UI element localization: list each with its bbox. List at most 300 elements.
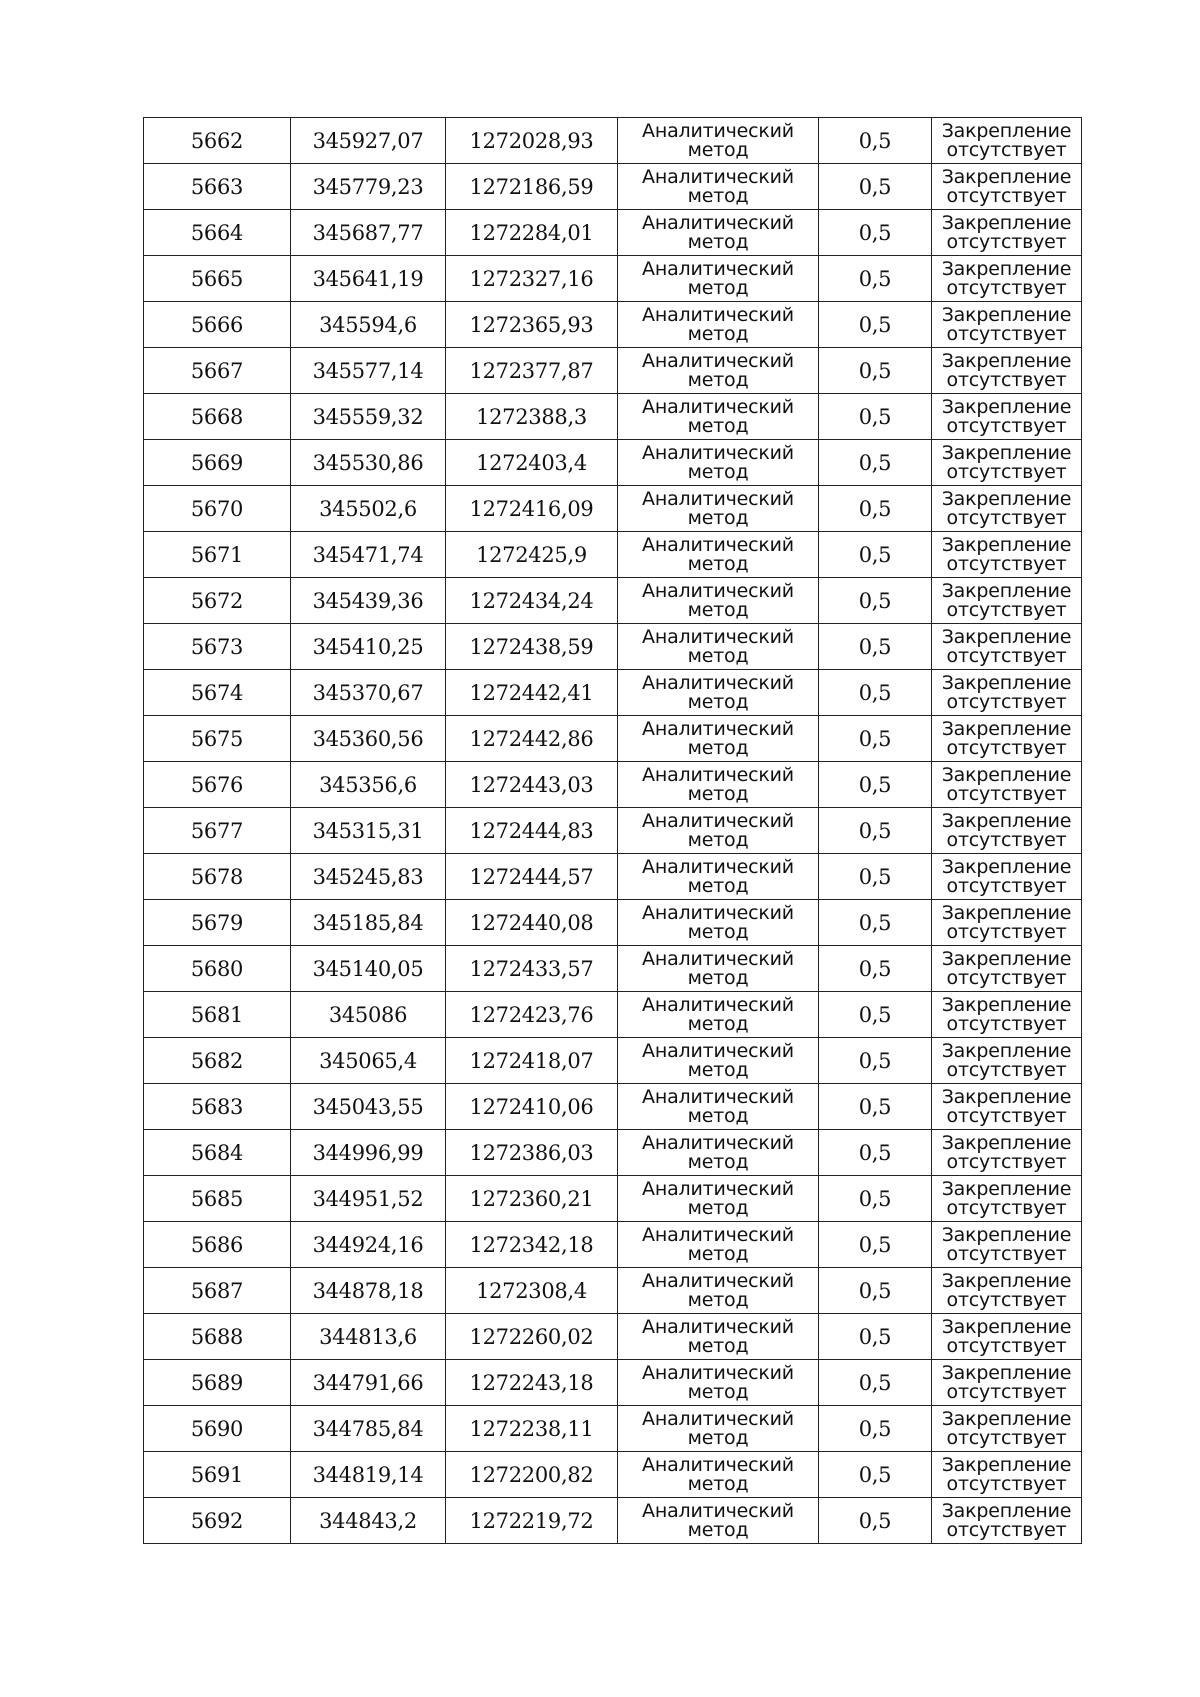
fixing-line: отсутствует xyxy=(946,1104,1067,1127)
y-coordinate-cell: 1272416,09 xyxy=(446,486,618,532)
method-line: метод xyxy=(687,1334,749,1357)
method-cell xyxy=(618,1360,819,1406)
y-coordinate-cell: 1272442,86 xyxy=(446,716,618,762)
method-cell xyxy=(618,1130,819,1176)
fixing-line: Закрепление xyxy=(941,1177,1072,1200)
y-coordinate-cell: 1272434,24 xyxy=(446,578,618,624)
y-coordinate-cell: 1272444,57 xyxy=(446,854,618,900)
error-cell: 0,5 xyxy=(819,118,932,164)
fixing-cell xyxy=(932,348,1082,394)
y-coordinate-cell: 1272388,3 xyxy=(446,394,618,440)
point-number-cell: 5688 xyxy=(144,1314,291,1360)
fixing-cell xyxy=(932,1038,1082,1084)
error-cell: 0,5 xyxy=(819,532,932,578)
method-line: Аналитический xyxy=(642,947,794,970)
method-line: Аналитический xyxy=(642,671,794,694)
error-cell: 0,5 xyxy=(819,808,932,854)
method-cell xyxy=(618,624,819,670)
method-cell xyxy=(618,1268,819,1314)
table-row xyxy=(144,992,1082,1038)
fixing-line: отсутствует xyxy=(946,644,1067,667)
fixing-line: отсутствует xyxy=(946,1242,1067,1265)
table-row xyxy=(144,1360,1082,1406)
point-number-cell: 5678 xyxy=(144,854,291,900)
error-cell: 0,5 xyxy=(819,1038,932,1084)
fixing-line: Закрепление xyxy=(941,809,1072,832)
point-number-cell: 5691 xyxy=(144,1452,291,1498)
fixing-cell xyxy=(932,854,1082,900)
coordinates-table xyxy=(143,117,1082,1544)
point-number-cell: 5676 xyxy=(144,762,291,808)
fixing-line: отсутствует xyxy=(946,690,1067,713)
method-cell xyxy=(618,532,819,578)
method-line: Аналитический xyxy=(642,1177,794,1200)
method-line: метод xyxy=(687,736,749,759)
y-coordinate-cell: 1272327,16 xyxy=(446,256,618,302)
method-cell xyxy=(618,440,819,486)
fixing-cell xyxy=(932,440,1082,486)
point-number-cell: 5663 xyxy=(144,164,291,210)
point-number-cell: 5689 xyxy=(144,1360,291,1406)
fixing-cell xyxy=(932,1314,1082,1360)
fixing-cell xyxy=(932,164,1082,210)
method-line: Аналитический xyxy=(642,349,794,372)
table-row xyxy=(144,440,1082,486)
error-cell: 0,5 xyxy=(819,486,932,532)
y-coordinate-cell: 1272360,21 xyxy=(446,1176,618,1222)
method-line: Аналитический xyxy=(642,487,794,510)
method-cell xyxy=(618,762,819,808)
fixing-cell xyxy=(932,716,1082,762)
point-number-cell: 5667 xyxy=(144,348,291,394)
fixing-cell xyxy=(932,578,1082,624)
point-number-cell: 5675 xyxy=(144,716,291,762)
method-line: метод xyxy=(687,276,749,299)
table-row xyxy=(144,946,1082,992)
y-coordinate-cell: 1272418,07 xyxy=(446,1038,618,1084)
error-cell: 0,5 xyxy=(819,440,932,486)
fixing-line: отсутствует xyxy=(946,1012,1067,1035)
fixing-cell xyxy=(932,946,1082,992)
fixing-line: Закрепление xyxy=(941,1269,1072,1292)
method-line: Аналитический xyxy=(642,395,794,418)
fixing-cell xyxy=(932,532,1082,578)
method-line: метод xyxy=(687,230,749,253)
y-coordinate-cell: 1272238,11 xyxy=(446,1406,618,1452)
method-cell xyxy=(618,1084,819,1130)
x-coordinate-cell: 345315,31 xyxy=(291,808,446,854)
method-line: Аналитический xyxy=(642,119,794,142)
fixing-line: Закрепление xyxy=(941,947,1072,970)
fixing-line: Закрепление xyxy=(941,1131,1072,1154)
fixing-line: Закрепление xyxy=(941,1315,1072,1338)
table-row xyxy=(144,1176,1082,1222)
method-line: Аналитический xyxy=(642,579,794,602)
point-number-cell: 5677 xyxy=(144,808,291,854)
method-line: Аналитический xyxy=(642,1315,794,1338)
point-number-cell: 5685 xyxy=(144,1176,291,1222)
point-number-cell: 5668 xyxy=(144,394,291,440)
method-line: метод xyxy=(687,690,749,713)
x-coordinate-cell: 345594,6 xyxy=(291,302,446,348)
x-coordinate-cell: 345559,32 xyxy=(291,394,446,440)
method-line: метод xyxy=(687,920,749,943)
y-coordinate-cell: 1272308,4 xyxy=(446,1268,618,1314)
x-coordinate-cell: 344878,18 xyxy=(291,1268,446,1314)
method-line: Аналитический xyxy=(642,1085,794,1108)
x-coordinate-cell: 344924,16 xyxy=(291,1222,446,1268)
fixing-cell xyxy=(932,1406,1082,1452)
table-row xyxy=(144,1130,1082,1176)
fixing-cell xyxy=(932,1084,1082,1130)
error-cell: 0,5 xyxy=(819,1268,932,1314)
method-line: Аналитический xyxy=(642,257,794,280)
table-row xyxy=(144,1406,1082,1452)
fixing-cell xyxy=(932,1498,1082,1544)
method-cell xyxy=(618,1452,819,1498)
fixing-cell xyxy=(932,808,1082,854)
fixing-line: Закрепление xyxy=(941,671,1072,694)
error-cell: 0,5 xyxy=(819,1084,932,1130)
point-number-cell: 5672 xyxy=(144,578,291,624)
table-row xyxy=(144,486,1082,532)
fixing-line: Закрепление xyxy=(941,717,1072,740)
method-line: Аналитический xyxy=(642,165,794,188)
fixing-cell xyxy=(932,900,1082,946)
fixing-cell xyxy=(932,1360,1082,1406)
fixing-line: отсутствует xyxy=(946,1196,1067,1219)
fixing-line: Закрепление xyxy=(941,1499,1072,1522)
point-number-cell: 5670 xyxy=(144,486,291,532)
fixing-cell xyxy=(932,118,1082,164)
point-number-cell: 5692 xyxy=(144,1498,291,1544)
error-cell: 0,5 xyxy=(819,900,932,946)
table-row xyxy=(144,302,1082,348)
point-number-cell: 5690 xyxy=(144,1406,291,1452)
fixing-line: отсутствует xyxy=(946,1472,1067,1495)
y-coordinate-cell: 1272438,59 xyxy=(446,624,618,670)
fixing-line: отсутствует xyxy=(946,552,1067,575)
y-coordinate-cell: 1272425,9 xyxy=(446,532,618,578)
fixing-line: Закрепление xyxy=(941,487,1072,510)
x-coordinate-cell: 345502,6 xyxy=(291,486,446,532)
fixing-line: отсутствует xyxy=(946,276,1067,299)
method-cell xyxy=(618,164,819,210)
method-line: метод xyxy=(687,1242,749,1265)
fixing-cell xyxy=(932,302,1082,348)
fixing-line: отсутствует xyxy=(946,1518,1067,1541)
error-cell: 0,5 xyxy=(819,992,932,1038)
fixing-line: Закрепление xyxy=(941,257,1072,280)
fixing-line: отсутствует xyxy=(946,460,1067,483)
method-line: Аналитический xyxy=(642,1131,794,1154)
fixing-line: отсутствует xyxy=(946,322,1067,345)
point-number-cell: 5662 xyxy=(144,118,291,164)
x-coordinate-cell: 345687,77 xyxy=(291,210,446,256)
error-cell: 0,5 xyxy=(819,578,932,624)
fixing-cell xyxy=(932,624,1082,670)
x-coordinate-cell: 345927,07 xyxy=(291,118,446,164)
fixing-line: Закрепление xyxy=(941,855,1072,878)
fixing-cell xyxy=(932,992,1082,1038)
y-coordinate-cell: 1272260,02 xyxy=(446,1314,618,1360)
fixing-line: отсутствует xyxy=(946,230,1067,253)
error-cell: 0,5 xyxy=(819,210,932,256)
error-cell: 0,5 xyxy=(819,1360,932,1406)
method-cell xyxy=(618,486,819,532)
method-cell xyxy=(618,210,819,256)
fixing-line: Закрепление xyxy=(941,441,1072,464)
fixing-line: отсутствует xyxy=(946,966,1067,989)
point-number-cell: 5684 xyxy=(144,1130,291,1176)
method-line: метод xyxy=(687,460,749,483)
fixing-line: Закрепление xyxy=(941,349,1072,372)
method-line: Аналитический xyxy=(642,717,794,740)
error-cell: 0,5 xyxy=(819,716,932,762)
table-row xyxy=(144,118,1082,164)
x-coordinate-cell: 345065,4 xyxy=(291,1038,446,1084)
table-row xyxy=(144,1314,1082,1360)
method-line: метод xyxy=(687,1472,749,1495)
fixing-line: отсутствует xyxy=(946,828,1067,851)
method-line: Аналитический xyxy=(642,1039,794,1062)
x-coordinate-cell: 345185,84 xyxy=(291,900,446,946)
method-line: метод xyxy=(687,644,749,667)
method-line: Аналитический xyxy=(642,533,794,556)
error-cell: 0,5 xyxy=(819,946,932,992)
method-line: метод xyxy=(687,1518,749,1541)
fixing-cell xyxy=(932,670,1082,716)
method-line: Аналитический xyxy=(642,303,794,326)
fixing-cell xyxy=(932,1176,1082,1222)
method-line: метод xyxy=(687,1288,749,1311)
point-number-cell: 5686 xyxy=(144,1222,291,1268)
fixing-line: отсутствует xyxy=(946,874,1067,897)
method-cell xyxy=(618,1498,819,1544)
error-cell: 0,5 xyxy=(819,762,932,808)
error-cell: 0,5 xyxy=(819,394,932,440)
method-cell xyxy=(618,900,819,946)
method-line: метод xyxy=(687,1058,749,1081)
method-line: Аналитический xyxy=(642,901,794,924)
fixing-cell xyxy=(932,256,1082,302)
method-cell xyxy=(618,1222,819,1268)
fixing-cell xyxy=(932,486,1082,532)
y-coordinate-cell: 1272403,4 xyxy=(446,440,618,486)
x-coordinate-cell: 345439,36 xyxy=(291,578,446,624)
method-line: метод xyxy=(687,1196,749,1219)
method-line: метод xyxy=(687,828,749,851)
point-number-cell: 5683 xyxy=(144,1084,291,1130)
fixing-line: Закрепление xyxy=(941,165,1072,188)
table-row xyxy=(144,624,1082,670)
table-row xyxy=(144,1452,1082,1498)
method-line: Аналитический xyxy=(642,993,794,1016)
error-cell: 0,5 xyxy=(819,1498,932,1544)
y-coordinate-cell: 1272200,82 xyxy=(446,1452,618,1498)
fixing-line: отсутствует xyxy=(946,414,1067,437)
x-coordinate-cell: 345530,86 xyxy=(291,440,446,486)
method-cell xyxy=(618,670,819,716)
fixing-line: отсутствует xyxy=(946,1426,1067,1449)
method-line: метод xyxy=(687,184,749,207)
method-line: метод xyxy=(687,552,749,575)
method-line: метод xyxy=(687,322,749,345)
method-line: Аналитический xyxy=(642,1407,794,1430)
x-coordinate-cell: 345043,55 xyxy=(291,1084,446,1130)
error-cell: 0,5 xyxy=(819,1314,932,1360)
y-coordinate-cell: 1272377,87 xyxy=(446,348,618,394)
error-cell: 0,5 xyxy=(819,256,932,302)
method-line: Аналитический xyxy=(642,855,794,878)
method-line: Аналитический xyxy=(642,1453,794,1476)
y-coordinate-cell: 1272284,01 xyxy=(446,210,618,256)
fixing-line: Закрепление xyxy=(941,901,1072,924)
method-line: метод xyxy=(687,966,749,989)
x-coordinate-cell: 345410,25 xyxy=(291,624,446,670)
x-coordinate-cell: 344843,2 xyxy=(291,1498,446,1544)
y-coordinate-cell: 1272442,41 xyxy=(446,670,618,716)
method-cell xyxy=(618,348,819,394)
fixing-line: отсутствует xyxy=(946,506,1067,529)
table-row xyxy=(144,670,1082,716)
point-number-cell: 5674 xyxy=(144,670,291,716)
error-cell: 0,5 xyxy=(819,1130,932,1176)
fixing-line: Закрепление xyxy=(941,533,1072,556)
x-coordinate-cell: 345370,67 xyxy=(291,670,446,716)
table-row xyxy=(144,1038,1082,1084)
fixing-cell xyxy=(932,210,1082,256)
method-cell xyxy=(618,578,819,624)
table-row xyxy=(144,900,1082,946)
method-line: метод xyxy=(687,414,749,437)
table-row xyxy=(144,532,1082,578)
table-row xyxy=(144,164,1082,210)
fixing-line: Закрепление xyxy=(941,211,1072,234)
fixing-line: отсутствует xyxy=(946,1288,1067,1311)
fixing-line: Закрепление xyxy=(941,395,1072,418)
x-coordinate-cell: 345245,83 xyxy=(291,854,446,900)
method-line: Аналитический xyxy=(642,809,794,832)
fixing-line: Закрепление xyxy=(941,1361,1072,1384)
point-number-cell: 5664 xyxy=(144,210,291,256)
method-line: Аналитический xyxy=(642,1269,794,1292)
method-line: Аналитический xyxy=(642,1223,794,1246)
x-coordinate-cell: 345086 xyxy=(291,992,446,1038)
x-coordinate-cell: 345356,6 xyxy=(291,762,446,808)
table-row xyxy=(144,1084,1082,1130)
fixing-line: отсутствует xyxy=(946,184,1067,207)
x-coordinate-cell: 345140,05 xyxy=(291,946,446,992)
point-number-cell: 5682 xyxy=(144,1038,291,1084)
fixing-line: отсутствует xyxy=(946,920,1067,943)
point-number-cell: 5681 xyxy=(144,992,291,1038)
table-row xyxy=(144,1498,1082,1544)
x-coordinate-cell: 345641,19 xyxy=(291,256,446,302)
method-cell xyxy=(618,854,819,900)
table-row xyxy=(144,394,1082,440)
error-cell: 0,5 xyxy=(819,348,932,394)
method-cell xyxy=(618,716,819,762)
error-cell: 0,5 xyxy=(819,670,932,716)
y-coordinate-cell: 1272342,18 xyxy=(446,1222,618,1268)
table-body xyxy=(144,118,1082,1544)
error-cell: 0,5 xyxy=(819,1406,932,1452)
y-coordinate-cell: 1272443,03 xyxy=(446,762,618,808)
method-line: Аналитический xyxy=(642,1361,794,1384)
y-coordinate-cell: 1272444,83 xyxy=(446,808,618,854)
x-coordinate-cell: 345360,56 xyxy=(291,716,446,762)
point-number-cell: 5666 xyxy=(144,302,291,348)
x-coordinate-cell: 345471,74 xyxy=(291,532,446,578)
fixing-cell xyxy=(932,1268,1082,1314)
method-cell xyxy=(618,1176,819,1222)
x-coordinate-cell: 345779,23 xyxy=(291,164,446,210)
method-cell xyxy=(618,992,819,1038)
method-cell xyxy=(618,302,819,348)
method-cell xyxy=(618,808,819,854)
y-coordinate-cell: 1272243,18 xyxy=(446,1360,618,1406)
y-coordinate-cell: 1272410,06 xyxy=(446,1084,618,1130)
y-coordinate-cell: 1272440,08 xyxy=(446,900,618,946)
fixing-line: Закрепление xyxy=(941,1085,1072,1108)
fixing-line: Закрепление xyxy=(941,579,1072,602)
point-number-cell: 5680 xyxy=(144,946,291,992)
fixing-line: отсутствует xyxy=(946,138,1067,161)
fixing-line: отсутствует xyxy=(946,1150,1067,1173)
method-line: метод xyxy=(687,506,749,529)
error-cell: 0,5 xyxy=(819,854,932,900)
fixing-line: Закрепление xyxy=(941,1453,1072,1476)
method-cell xyxy=(618,946,819,992)
y-coordinate-cell: 1272386,03 xyxy=(446,1130,618,1176)
fixing-line: отсутствует xyxy=(946,1334,1067,1357)
method-line: Аналитический xyxy=(642,625,794,648)
fixing-cell xyxy=(932,1222,1082,1268)
x-coordinate-cell: 344951,52 xyxy=(291,1176,446,1222)
fixing-line: Закрепление xyxy=(941,1407,1072,1430)
error-cell: 0,5 xyxy=(819,1176,932,1222)
table-row xyxy=(144,762,1082,808)
y-coordinate-cell: 1272423,76 xyxy=(446,992,618,1038)
method-cell xyxy=(618,118,819,164)
point-number-cell: 5671 xyxy=(144,532,291,578)
table-row xyxy=(144,210,1082,256)
x-coordinate-cell: 344785,84 xyxy=(291,1406,446,1452)
point-number-cell: 5665 xyxy=(144,256,291,302)
x-coordinate-cell: 344791,66 xyxy=(291,1360,446,1406)
fixing-line: отсутствует xyxy=(946,782,1067,805)
method-cell xyxy=(618,256,819,302)
point-number-cell: 5673 xyxy=(144,624,291,670)
x-coordinate-cell: 344819,14 xyxy=(291,1452,446,1498)
x-coordinate-cell: 344996,99 xyxy=(291,1130,446,1176)
error-cell: 0,5 xyxy=(819,1222,932,1268)
method-line: метод xyxy=(687,138,749,161)
point-number-cell: 5669 xyxy=(144,440,291,486)
fixing-line: Закрепление xyxy=(941,993,1072,1016)
method-cell xyxy=(618,394,819,440)
table-row xyxy=(144,1222,1082,1268)
fixing-cell xyxy=(932,1452,1082,1498)
y-coordinate-cell: 1272433,57 xyxy=(446,946,618,992)
fixing-line: отсутствует xyxy=(946,368,1067,391)
fixing-cell xyxy=(932,762,1082,808)
table-row xyxy=(144,854,1082,900)
error-cell: 0,5 xyxy=(819,164,932,210)
fixing-cell xyxy=(932,394,1082,440)
method-line: метод xyxy=(687,1426,749,1449)
